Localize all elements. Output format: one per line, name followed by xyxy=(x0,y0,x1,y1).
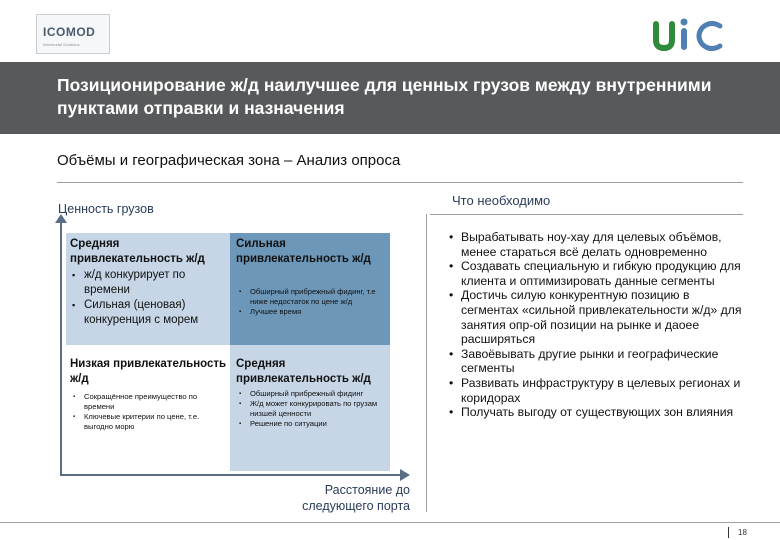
x-axis xyxy=(60,474,402,476)
quadrant-low xyxy=(66,345,230,471)
quadrant-bullets xyxy=(236,389,386,429)
quadrant-heading: Сильная привлекательность ж/д xyxy=(236,238,371,265)
list-item: ▪ Обширный прибрежный фидинг, т.е ниже недостаток по цене ж/д xyxy=(236,287,382,307)
slide-subtitle: Объёмы и географическая зона – Анализ опроса xyxy=(57,152,401,169)
uic-logo xyxy=(648,10,728,58)
list-item: • Завоёвывать другие рынки и географические сегменты xyxy=(446,347,742,376)
quadrant-heading: Средняя привлекательность ж/д xyxy=(236,358,371,385)
list-item: ▪ Лучшее время xyxy=(236,307,382,317)
needs-list xyxy=(446,230,742,420)
icomod-logo-text: ICOMOD xyxy=(43,25,96,39)
quadrant-medium-bottom xyxy=(230,345,390,471)
vertical-divider xyxy=(426,214,427,512)
quadrant-strong xyxy=(230,233,390,345)
list-item: • Развивать инфраструктуру в целевых регионах и коридорах xyxy=(446,376,742,405)
quadrant-heading: Средняя привлекательность ж/д xyxy=(70,238,205,265)
list-item: • Вырабатывать ноу-хау для целевых объёмов, менее стараться всё делать одновременно xyxy=(446,230,742,259)
icomod-logo xyxy=(36,14,110,54)
quadrant-bullets xyxy=(70,268,226,328)
footer-divider xyxy=(0,522,780,523)
list-item: • Получать выгоду от существующих зон влияния xyxy=(446,405,742,420)
list-item: ▪ Сокращённое преимущество по времени xyxy=(70,392,226,412)
y-axis-label: Ценность грузов xyxy=(58,202,154,216)
quadrant-heading: Низкая привлекательность ж/д xyxy=(70,358,227,385)
list-item: ▪ Ж/д может конкурировать по грузам низшей ценности xyxy=(236,399,386,419)
divider-right xyxy=(430,214,743,215)
list-item: ▪ Ключевые критерии по цене, т.е. выгодно морю xyxy=(70,412,226,432)
divider-top xyxy=(57,182,743,183)
list-item: ▪ Обширный прибрежный фидинг xyxy=(236,389,386,399)
page-number-separator xyxy=(728,527,729,538)
x-axis-arrow-icon xyxy=(400,469,410,481)
list-item: • Достичь силую конкурентную позицию в сегментах «сильной привлекательности ж/д» для занятия опр-ой позиции на рынке и даоее расширяться xyxy=(446,288,742,346)
quadrant-bullets xyxy=(70,392,226,432)
x-axis-label: Расстояние до следующего порта xyxy=(302,483,410,513)
slide-title: Позиционирование ж/д наилучшее для ценных грузов между внутренними пунктами отправки и назначения xyxy=(57,75,712,118)
quadrant-medium-top xyxy=(66,233,230,345)
list-item: • Создавать специальную и гибкую продукцию для клиента и оптимизировать данные сегменты xyxy=(446,259,742,288)
needs-heading: Что необходимо xyxy=(452,193,551,208)
title-band xyxy=(0,62,780,134)
list-item: ▪ Решение по ситуации xyxy=(236,419,386,429)
icomod-logo-tagline: Intermodal Solutions xyxy=(43,42,80,47)
list-item: ▪ Сильная (ценовая) конкуренция с морем xyxy=(70,298,226,328)
page-number: 18 xyxy=(738,528,747,537)
list-item: ▪ ж/д конкурирует по времени xyxy=(70,268,226,298)
y-axis xyxy=(60,218,62,476)
quadrant-bullets xyxy=(236,287,382,317)
